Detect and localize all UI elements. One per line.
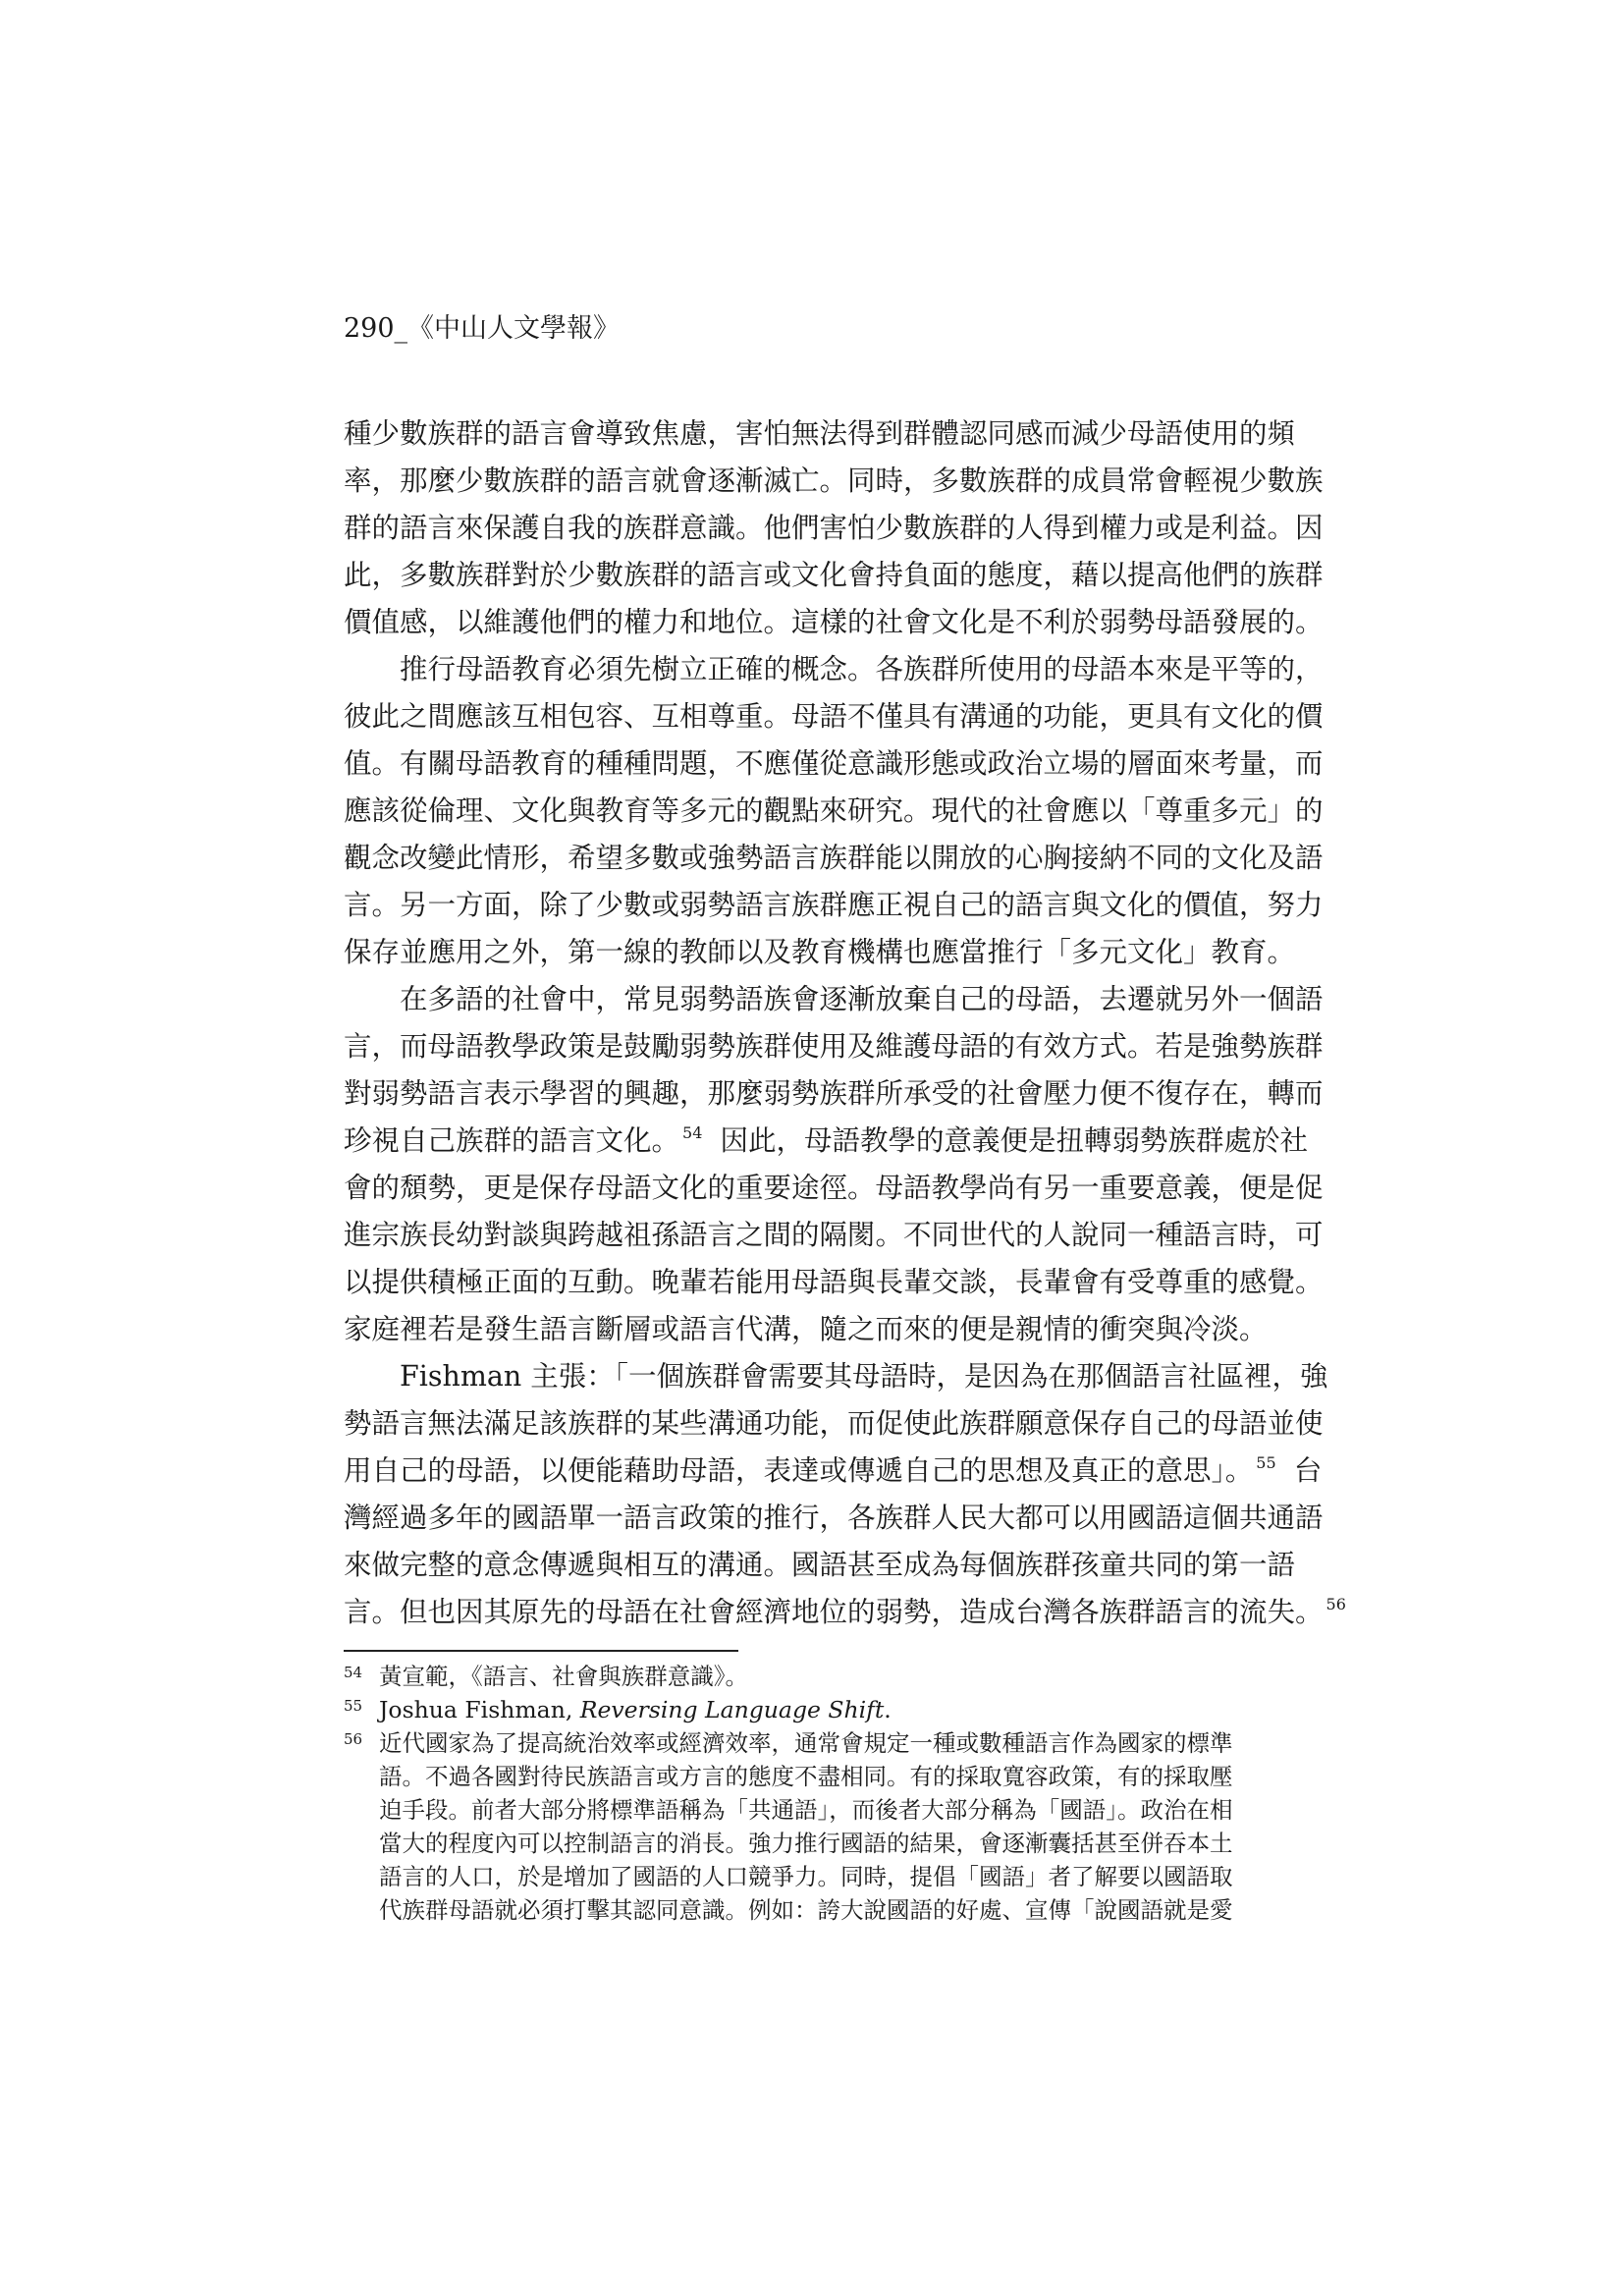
text-line: 言，而母語教學政策是鼓勵弱勢族群使用及維護母語的有效方式。若是強勢族群 <box>344 1030 1324 1063</box>
text-line: 應該從倫理、文化與教育等多元的觀點來研究。現代的社會應以「尊重多元」的 <box>344 794 1324 827</box>
text-segment: 台 <box>1293 1454 1323 1487</box>
footnote-number: 55 <box>344 1697 363 1715</box>
text-line: 保存並應用之外，第一線的教師以及教育機構也應當推行「多元文化」教育。 <box>344 936 1296 968</box>
footnote-text: 當大的程度內可以控制語言的消長。強力推行國語的結果，會逐漸囊括甚至併吞本土 <box>379 1830 1233 1857</box>
text-line: Fishman 主張：「一個族群會需要其母語時，是因為在那個語言社區裡，強 <box>400 1360 1328 1393</box>
citation-author: Joshua Fishman, <box>379 1696 580 1723</box>
citation-title: Reversing Language Shift <box>579 1696 885 1723</box>
footnote-number: 54 <box>344 1664 363 1681</box>
text-line: 價值感，以維護他們的權力和地位。這樣的社會文化是不利於弱勢母語發展的。 <box>344 606 1324 638</box>
footnote-text: 近代國家為了提高統治效率或經濟效率，通常會規定一種或數種語言作為國家的標準 <box>379 1729 1233 1757</box>
text-line-with-note <box>344 1118 1309 1165</box>
text-line-with-note <box>344 1589 1346 1636</box>
footnote-divider <box>344 1650 738 1652</box>
text-line: 勢語言無法滿足該族群的某些溝通功能，而促使此族群願意保存自己的母語並使 <box>344 1407 1324 1440</box>
footnote-text: 語言的人口，於是增加了國語的人口競爭力。同時，提倡「國語」者了解要以國語取 <box>379 1863 1233 1890</box>
paragraph-2 <box>344 646 1324 976</box>
footnote-text: 黃宣範，《語言、社會與族群意識》。 <box>379 1663 748 1690</box>
text-line: 觀念改變此情形，希望多數或強勢語言族群能以開放的心胸接納不同的文化及語 <box>344 842 1324 874</box>
paragraph-1 <box>344 410 1324 646</box>
footnote-ref-56: 56 <box>1325 1594 1346 1613</box>
footnote-ref-54: 54 <box>682 1122 703 1142</box>
text-line: 率，那麼少數族群的語言就會逐漸滅亡。同時，多數族群的成員常會輕視少數族 <box>344 465 1324 497</box>
footnote-54 <box>344 1660 1296 1693</box>
text-line: 以提供積極正面的互動。晚輩若能用母語與長輩交談，長輩會有受尊重的感覺。 <box>344 1266 1324 1298</box>
text-line: 種少數族群的語言會導致焦慮，害怕無法得到群體認同感而減少母語使用的頻 <box>344 417 1296 450</box>
footnote-text <box>379 1693 1296 1726</box>
paragraph-4 <box>344 1353 1346 1636</box>
text-line: 彼此之間應該互相包容、互相尊重。母語不僅具有溝通的功能，更具有文化的價 <box>344 700 1324 733</box>
footnote-text: 語。不過各國對待民族語言或方言的態度不盡相同。有的採取寬容政策，有的採取壓 <box>379 1763 1233 1790</box>
text-segment: 用自己的母語，以便能藉助母語，表達或傳遞自己的思想及真正的意思」。 <box>344 1454 1254 1487</box>
footnote-56 <box>344 1726 1296 1927</box>
text-line: 言。另一方面，除了少數或弱勢語言族群應正視自己的語言與文化的價值，努力 <box>344 889 1324 921</box>
text-line: 家庭裡若是發生語言斷層或語言代溝，隨之而來的便是親情的衝突與冷淡。 <box>344 1313 1268 1345</box>
running-head: 290_《中山人文學報》 <box>344 313 621 344</box>
text-segment: 言。但也因其原先的母語在社會經濟地位的弱勢，造成台灣各族群語言的流失。 <box>344 1596 1324 1628</box>
paragraph-3 <box>344 976 1324 1353</box>
footnote-55 <box>344 1693 1296 1726</box>
text-line: 進宗族長幼對談與跨越祖孫語言之間的隔閡。不同世代的人說同一種語言時，可 <box>344 1219 1324 1251</box>
text-line: 對弱勢語言表示學習的興趣，那麼弱勢族群所承受的社會壓力便不復存在，轉而 <box>344 1077 1324 1110</box>
text-line: 來做完整的意念傳遞與相互的溝通。國語甚至成為每個族群孩童共同的第一語 <box>344 1549 1296 1581</box>
text-segment: 因此，母語教學的意義便是扭轉弱勢族群處於社 <box>720 1124 1309 1157</box>
text-line: 推行母語教育必須先樹立正確的概念。各族群所使用的母語本來是平等的， <box>400 653 1324 685</box>
text-segment: 珍視自己族群的語言文化。 <box>344 1124 680 1157</box>
main-text <box>344 410 1346 1636</box>
text-line: 值。有關母語教育的種種問題，不應僅從意識形態或政治立場的層面來考量，而 <box>344 747 1324 780</box>
footnote-number: 56 <box>344 1730 363 1748</box>
text-line: 群的語言來保護自我的族群意識。他們害怕少數族群的人得到權力或是利益。因 <box>344 512 1324 544</box>
citation-end: . <box>884 1696 892 1723</box>
footnote-text: 代族群母語就必須打擊其認同意識。例如：誇大說國語的好處、宣傳「說國語就是愛 <box>379 1896 1233 1924</box>
text-line: 會的頹勢，更是保存母語文化的重要途徑。母語教學尚有另一重要意義，便是促 <box>344 1172 1324 1204</box>
footnote-text: 迫手段。前者大部分將標準語稱為「共通語」，而後者大部分稱為「國語」。政治在相 <box>379 1796 1233 1824</box>
footnote-ref-55: 55 <box>1256 1452 1276 1472</box>
text-line: 此，多數族群對於少數族群的語言或文化會持負面的態度，藉以提高他們的族群 <box>344 559 1324 591</box>
text-line: 灣經過多年的國語單一語言政策的推行，各族群人民大都可以用國語這個共通語 <box>344 1502 1324 1534</box>
footnotes <box>344 1660 1296 1927</box>
text-line-with-note <box>344 1448 1323 1495</box>
text-line: 在多語的社會中，常見弱勢語族會逐漸放棄自己的母語，去遷就另外一個語 <box>400 983 1324 1015</box>
